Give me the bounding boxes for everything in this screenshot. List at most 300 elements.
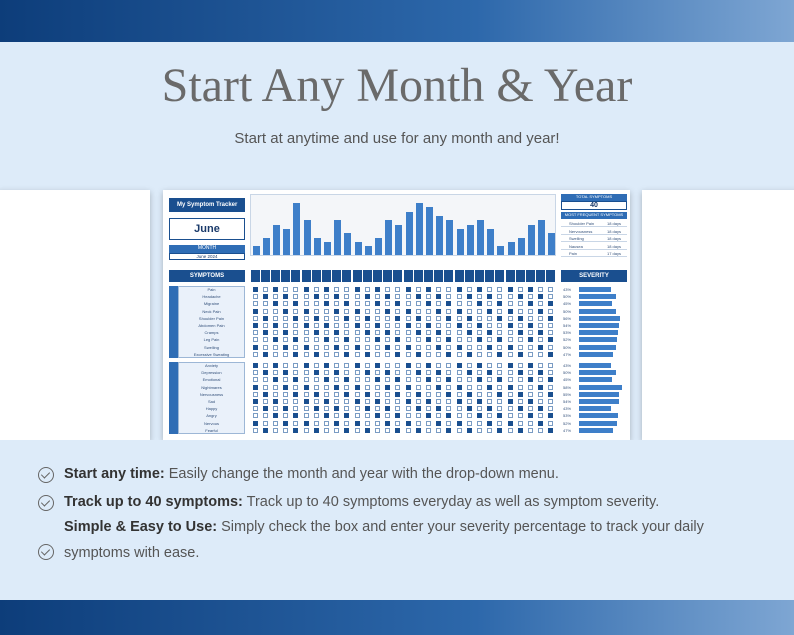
symptom-checkbox[interactable] <box>334 337 339 342</box>
symptom-checkbox[interactable] <box>375 421 380 426</box>
symptom-checkbox[interactable] <box>344 421 349 426</box>
symptom-checkbox[interactable] <box>314 377 319 382</box>
symptom-checkbox[interactable] <box>344 406 349 411</box>
symptom-checkbox[interactable] <box>548 287 553 292</box>
symptom-checkbox[interactable] <box>416 385 421 390</box>
symptom-checkbox[interactable] <box>508 323 513 328</box>
symptom-checkbox[interactable] <box>497 345 502 350</box>
symptom-checkbox[interactable] <box>263 385 268 390</box>
symptom-checkbox[interactable] <box>324 309 329 314</box>
symptom-checkbox[interactable] <box>395 352 400 357</box>
symptom-checkbox[interactable] <box>497 301 502 306</box>
symptom-checkbox[interactable] <box>273 345 278 350</box>
symptom-checkbox[interactable] <box>487 352 492 357</box>
symptom-checkbox[interactable] <box>446 413 451 418</box>
symptom-checkbox[interactable] <box>263 345 268 350</box>
symptom-checkbox[interactable] <box>548 399 553 404</box>
symptom-checkbox[interactable] <box>263 352 268 357</box>
symptom-checkbox[interactable] <box>365 330 370 335</box>
symptom-checkbox[interactable] <box>497 428 502 433</box>
symptom-checkbox[interactable] <box>385 385 390 390</box>
symptom-checkbox[interactable] <box>385 363 390 368</box>
symptom-checkbox[interactable] <box>446 392 451 397</box>
symptom-checkbox[interactable] <box>436 316 441 321</box>
symptom-checkbox[interactable] <box>436 309 441 314</box>
symptom-checkbox[interactable] <box>253 301 258 306</box>
symptom-checkbox[interactable] <box>528 428 533 433</box>
severity-value[interactable]: 54% <box>563 399 572 404</box>
symptom-checkbox[interactable] <box>273 421 278 426</box>
symptom-checkbox[interactable] <box>314 294 319 299</box>
symptom-checkbox[interactable] <box>416 316 421 321</box>
symptom-checkbox[interactable] <box>314 337 319 342</box>
symptom-checkbox[interactable] <box>518 345 523 350</box>
symptom-checkbox[interactable] <box>253 287 258 292</box>
symptom-checkbox[interactable] <box>253 377 258 382</box>
symptom-checkbox[interactable] <box>416 399 421 404</box>
symptom-checkbox[interactable] <box>293 392 298 397</box>
severity-value[interactable]: 47% <box>563 351 572 357</box>
symptom-checkbox[interactable] <box>518 406 523 411</box>
symptom-checkbox[interactable] <box>518 413 523 418</box>
symptom-checkbox[interactable] <box>416 392 421 397</box>
symptom-checkbox[interactable] <box>508 301 513 306</box>
symptom-checkbox[interactable] <box>406 392 411 397</box>
symptom-checkbox[interactable] <box>446 337 451 342</box>
symptom-checkbox[interactable] <box>508 363 513 368</box>
symptom-checkbox[interactable] <box>253 406 258 411</box>
symptom-checkbox[interactable] <box>426 294 431 299</box>
symptom-checkbox[interactable] <box>446 385 451 390</box>
symptom-checkbox[interactable] <box>395 363 400 368</box>
symptom-checkbox[interactable] <box>253 337 258 342</box>
symptom-checkbox[interactable] <box>487 385 492 390</box>
symptom-checkbox[interactable] <box>324 413 329 418</box>
symptom-checkbox[interactable] <box>314 330 319 335</box>
symptom-checkbox[interactable] <box>365 323 370 328</box>
symptom-checkbox[interactable] <box>457 330 462 335</box>
symptom-checkbox[interactable] <box>406 301 411 306</box>
symptom-checkbox[interactable] <box>416 345 421 350</box>
symptom-checkbox[interactable] <box>406 421 411 426</box>
symptom-checkbox[interactable] <box>497 392 502 397</box>
symptom-checkbox[interactable] <box>497 287 502 292</box>
symptom-checkbox[interactable] <box>355 413 360 418</box>
symptom-checkbox[interactable] <box>293 406 298 411</box>
symptom-checkbox[interactable] <box>344 330 349 335</box>
symptom-checkbox[interactable] <box>538 406 543 411</box>
symptom-checkbox[interactable] <box>457 413 462 418</box>
symptom-checkbox[interactable] <box>365 385 370 390</box>
symptom-checkbox[interactable] <box>497 363 502 368</box>
symptom-checkbox[interactable] <box>548 352 553 357</box>
symptom-checkbox[interactable] <box>446 294 451 299</box>
symptom-checkbox[interactable] <box>293 352 298 357</box>
symptom-checkbox[interactable] <box>457 421 462 426</box>
symptom-checkbox[interactable] <box>436 301 441 306</box>
symptom-checkbox[interactable] <box>406 345 411 350</box>
severity-value[interactable]: 56% <box>563 315 572 321</box>
severity-value[interactable]: 43% <box>563 363 572 368</box>
symptom-checkbox[interactable] <box>355 385 360 390</box>
symptom-checkbox[interactable] <box>253 370 258 375</box>
symptom-checkbox[interactable] <box>548 370 553 375</box>
symptom-checkbox[interactable] <box>528 294 533 299</box>
symptom-checkbox[interactable] <box>538 309 543 314</box>
symptom-checkbox[interactable] <box>436 377 441 382</box>
symptom-checkbox[interactable] <box>395 370 400 375</box>
symptom-checkbox[interactable] <box>477 316 482 321</box>
symptom-checkbox[interactable] <box>293 323 298 328</box>
symptom-checkbox[interactable] <box>304 406 309 411</box>
symptom-checkbox[interactable] <box>508 287 513 292</box>
symptom-checkbox[interactable] <box>508 421 513 426</box>
symptom-checkbox[interactable] <box>253 413 258 418</box>
symptom-checkbox[interactable] <box>385 370 390 375</box>
symptom-checkbox[interactable] <box>263 316 268 321</box>
symptom-checkbox[interactable] <box>304 399 309 404</box>
symptom-checkbox[interactable] <box>487 330 492 335</box>
symptom-checkbox[interactable] <box>406 323 411 328</box>
symptom-checkbox[interactable] <box>344 363 349 368</box>
symptom-checkbox[interactable] <box>324 316 329 321</box>
symptom-checkbox[interactable] <box>395 294 400 299</box>
symptom-checkbox[interactable] <box>283 392 288 397</box>
symptom-checkbox[interactable] <box>426 399 431 404</box>
symptom-checkbox[interactable] <box>273 392 278 397</box>
symptom-checkbox[interactable] <box>436 406 441 411</box>
symptom-checkbox[interactable] <box>497 323 502 328</box>
symptom-checkbox[interactable] <box>395 287 400 292</box>
symptom-checkbox[interactable] <box>344 323 349 328</box>
symptom-checkbox[interactable] <box>477 309 482 314</box>
symptom-checkbox[interactable] <box>508 330 513 335</box>
symptom-checkbox[interactable] <box>293 294 298 299</box>
symptom-checkbox[interactable] <box>538 392 543 397</box>
symptom-checkbox[interactable] <box>344 352 349 357</box>
symptom-checkbox[interactable] <box>467 421 472 426</box>
symptom-checkbox[interactable] <box>365 399 370 404</box>
symptom-checkbox[interactable] <box>324 323 329 328</box>
symptom-checkbox[interactable] <box>426 337 431 342</box>
symptom-checkbox[interactable] <box>324 352 329 357</box>
symptom-checkbox[interactable] <box>283 294 288 299</box>
symptom-checkbox[interactable] <box>395 330 400 335</box>
symptom-checkbox[interactable] <box>538 399 543 404</box>
symptom-checkbox[interactable] <box>324 385 329 390</box>
symptom-checkbox[interactable] <box>426 385 431 390</box>
symptom-checkbox[interactable] <box>395 377 400 382</box>
symptom-checkbox[interactable] <box>518 385 523 390</box>
symptom-checkbox[interactable] <box>395 316 400 321</box>
symptom-checkbox[interactable] <box>293 337 298 342</box>
symptom-checkbox[interactable] <box>365 345 370 350</box>
symptom-checkbox[interactable] <box>375 428 380 433</box>
symptom-checkbox[interactable] <box>457 385 462 390</box>
symptom-checkbox[interactable] <box>406 294 411 299</box>
symptom-checkbox[interactable] <box>497 377 502 382</box>
symptom-checkbox[interactable] <box>324 377 329 382</box>
symptom-checkbox[interactable] <box>253 399 258 404</box>
severity-value[interactable]: 53% <box>563 330 572 336</box>
symptom-checkbox[interactable] <box>365 421 370 426</box>
symptom-checkbox[interactable] <box>395 399 400 404</box>
symptom-checkbox[interactable] <box>446 406 451 411</box>
symptom-checkbox[interactable] <box>518 377 523 382</box>
symptom-checkbox[interactable] <box>548 301 553 306</box>
symptom-checkbox[interactable] <box>467 309 472 314</box>
symptom-checkbox[interactable] <box>497 413 502 418</box>
symptom-checkbox[interactable] <box>528 392 533 397</box>
symptom-checkbox[interactable] <box>365 352 370 357</box>
symptom-checkbox[interactable] <box>497 421 502 426</box>
symptom-checkbox[interactable] <box>293 377 298 382</box>
symptom-checkbox[interactable] <box>426 330 431 335</box>
symptom-checkbox[interactable] <box>355 316 360 321</box>
symptom-checkbox[interactable] <box>283 330 288 335</box>
symptom-checkbox[interactable] <box>538 294 543 299</box>
symptom-checkbox[interactable] <box>355 363 360 368</box>
symptom-checkbox[interactable] <box>273 377 278 382</box>
symptom-checkbox[interactable] <box>263 377 268 382</box>
symptom-checkbox[interactable] <box>457 316 462 321</box>
symptom-checkbox[interactable] <box>334 309 339 314</box>
symptom-checkbox[interactable] <box>538 337 543 342</box>
symptom-checkbox[interactable] <box>375 287 380 292</box>
symptom-checkbox[interactable] <box>528 406 533 411</box>
symptom-checkbox[interactable] <box>477 399 482 404</box>
symptom-checkbox[interactable] <box>487 406 492 411</box>
symptom-checkbox[interactable] <box>273 363 278 368</box>
symptom-checkbox[interactable] <box>416 287 421 292</box>
symptom-checkbox[interactable] <box>385 330 390 335</box>
symptom-checkbox[interactable] <box>467 330 472 335</box>
symptom-checkbox[interactable] <box>283 352 288 357</box>
symptom-checkbox[interactable] <box>314 316 319 321</box>
symptom-checkbox[interactable] <box>314 421 319 426</box>
severity-value[interactable]: 54% <box>563 323 572 328</box>
symptom-checkbox[interactable] <box>334 345 339 350</box>
symptom-checkbox[interactable] <box>293 428 298 433</box>
symptom-checkbox[interactable] <box>253 421 258 426</box>
symptom-checkbox[interactable] <box>344 287 349 292</box>
symptom-checkbox[interactable] <box>355 330 360 335</box>
symptom-checkbox[interactable] <box>436 352 441 357</box>
symptom-checkbox[interactable] <box>344 316 349 321</box>
symptom-checkbox[interactable] <box>375 377 380 382</box>
symptom-checkbox[interactable] <box>365 377 370 382</box>
symptom-checkbox[interactable] <box>395 428 400 433</box>
symptom-checkbox[interactable] <box>385 345 390 350</box>
symptom-checkbox[interactable] <box>314 309 319 314</box>
symptom-checkbox[interactable] <box>518 301 523 306</box>
symptom-checkbox[interactable] <box>467 406 472 411</box>
symptom-checkbox[interactable] <box>365 316 370 321</box>
symptom-checkbox[interactable] <box>518 294 523 299</box>
symptom-checkbox[interactable] <box>253 352 258 357</box>
symptom-checkbox[interactable] <box>487 301 492 306</box>
symptom-checkbox[interactable] <box>548 363 553 368</box>
symptom-checkbox[interactable] <box>528 316 533 321</box>
symptom-checkbox[interactable] <box>528 399 533 404</box>
symptom-checkbox[interactable] <box>426 323 431 328</box>
symptom-checkbox[interactable] <box>355 345 360 350</box>
symptom-checkbox[interactable] <box>304 337 309 342</box>
symptom-checkbox[interactable] <box>416 323 421 328</box>
symptom-checkbox[interactable] <box>344 399 349 404</box>
symptom-checkbox[interactable] <box>293 309 298 314</box>
symptom-checkbox[interactable] <box>436 330 441 335</box>
symptom-checkbox[interactable] <box>355 337 360 342</box>
symptom-checkbox[interactable] <box>538 330 543 335</box>
symptom-checkbox[interactable] <box>538 287 543 292</box>
symptom-checkbox[interactable] <box>375 406 380 411</box>
symptom-checkbox[interactable] <box>436 287 441 292</box>
symptom-checkbox[interactable] <box>538 345 543 350</box>
symptom-checkbox[interactable] <box>446 323 451 328</box>
symptom-checkbox[interactable] <box>273 294 278 299</box>
symptom-checkbox[interactable] <box>487 377 492 382</box>
symptom-checkbox[interactable] <box>385 399 390 404</box>
symptom-checkbox[interactable] <box>334 301 339 306</box>
symptom-checkbox[interactable] <box>395 421 400 426</box>
symptom-checkbox[interactable] <box>528 413 533 418</box>
symptom-checkbox[interactable] <box>416 294 421 299</box>
symptom-checkbox[interactable] <box>263 406 268 411</box>
symptom-checkbox[interactable] <box>334 294 339 299</box>
symptom-checkbox[interactable] <box>436 399 441 404</box>
symptom-checkbox[interactable] <box>497 330 502 335</box>
symptom-checkbox[interactable] <box>375 392 380 397</box>
symptom-checkbox[interactable] <box>253 316 258 321</box>
symptom-checkbox[interactable] <box>436 323 441 328</box>
symptom-checkbox[interactable] <box>497 399 502 404</box>
symptom-checkbox[interactable] <box>283 323 288 328</box>
symptom-checkbox[interactable] <box>538 421 543 426</box>
symptom-checkbox[interactable] <box>324 363 329 368</box>
symptom-checkbox[interactable] <box>385 421 390 426</box>
symptom-checkbox[interactable] <box>518 287 523 292</box>
symptom-checkbox[interactable] <box>395 301 400 306</box>
symptom-checkbox[interactable] <box>273 385 278 390</box>
symptom-checkbox[interactable] <box>477 428 482 433</box>
symptom-checkbox[interactable] <box>446 301 451 306</box>
symptom-checkbox[interactable] <box>283 345 288 350</box>
symptom-checkbox[interactable] <box>508 428 513 433</box>
symptom-checkbox[interactable] <box>304 377 309 382</box>
symptom-checkbox[interactable] <box>548 316 553 321</box>
severity-value[interactable]: 52% <box>563 337 572 343</box>
symptom-checkbox[interactable] <box>477 421 482 426</box>
symptom-checkbox[interactable] <box>293 399 298 404</box>
symptom-checkbox[interactable] <box>283 370 288 375</box>
symptom-checkbox[interactable] <box>518 363 523 368</box>
symptom-checkbox[interactable] <box>334 316 339 321</box>
symptom-checkbox[interactable] <box>426 287 431 292</box>
symptom-checkbox[interactable] <box>263 337 268 342</box>
symptom-checkbox[interactable] <box>477 385 482 390</box>
symptom-checkbox[interactable] <box>457 399 462 404</box>
symptom-checkbox[interactable] <box>355 323 360 328</box>
symptom-checkbox[interactable] <box>518 399 523 404</box>
severity-value[interactable]: 58% <box>563 384 572 390</box>
symptom-checkbox[interactable] <box>497 337 502 342</box>
symptom-checkbox[interactable] <box>497 316 502 321</box>
symptom-checkbox[interactable] <box>508 294 513 299</box>
symptom-checkbox[interactable] <box>293 421 298 426</box>
symptom-checkbox[interactable] <box>273 287 278 292</box>
symptom-checkbox[interactable] <box>467 377 472 382</box>
symptom-checkbox[interactable] <box>426 428 431 433</box>
symptom-checkbox[interactable] <box>528 301 533 306</box>
symptom-checkbox[interactable] <box>477 323 482 328</box>
symptom-checkbox[interactable] <box>457 377 462 382</box>
symptom-checkbox[interactable] <box>344 301 349 306</box>
symptom-checkbox[interactable] <box>283 309 288 314</box>
severity-value[interactable]: 47% <box>563 427 572 433</box>
symptom-checkbox[interactable] <box>304 370 309 375</box>
symptom-checkbox[interactable] <box>528 345 533 350</box>
symptom-checkbox[interactable] <box>395 323 400 328</box>
symptom-checkbox[interactable] <box>375 316 380 321</box>
symptom-checkbox[interactable] <box>334 330 339 335</box>
symptom-checkbox[interactable] <box>518 323 523 328</box>
symptom-checkbox[interactable] <box>385 301 390 306</box>
symptom-checkbox[interactable] <box>406 413 411 418</box>
symptom-checkbox[interactable] <box>314 385 319 390</box>
symptom-checkbox[interactable] <box>467 294 472 299</box>
symptom-checkbox[interactable] <box>253 363 258 368</box>
symptom-checkbox[interactable] <box>446 370 451 375</box>
symptom-checkbox[interactable] <box>293 316 298 321</box>
symptom-checkbox[interactable] <box>446 309 451 314</box>
symptom-checkbox[interactable] <box>457 345 462 350</box>
symptom-checkbox[interactable] <box>273 337 278 342</box>
symptom-checkbox[interactable] <box>263 301 268 306</box>
symptom-checkbox[interactable] <box>457 294 462 299</box>
symptom-checkbox[interactable] <box>334 406 339 411</box>
symptom-checkbox[interactable] <box>528 287 533 292</box>
symptom-checkbox[interactable] <box>406 330 411 335</box>
symptom-checkbox[interactable] <box>385 413 390 418</box>
symptom-checkbox[interactable] <box>273 323 278 328</box>
symptom-checkbox[interactable] <box>528 309 533 314</box>
symptom-checkbox[interactable] <box>334 363 339 368</box>
symptom-checkbox[interactable] <box>273 370 278 375</box>
symptom-checkbox[interactable] <box>446 421 451 426</box>
symptom-checkbox[interactable] <box>263 392 268 397</box>
symptom-checkbox[interactable] <box>477 413 482 418</box>
symptom-checkbox[interactable] <box>508 385 513 390</box>
symptom-checkbox[interactable] <box>375 301 380 306</box>
symptom-checkbox[interactable] <box>385 428 390 433</box>
symptom-checkbox[interactable] <box>487 413 492 418</box>
symptom-checkbox[interactable] <box>518 352 523 357</box>
symptom-checkbox[interactable] <box>518 330 523 335</box>
symptom-checkbox[interactable] <box>283 377 288 382</box>
symptom-checkbox[interactable] <box>548 385 553 390</box>
symptom-checkbox[interactable] <box>334 399 339 404</box>
symptom-checkbox[interactable] <box>477 352 482 357</box>
symptom-checkbox[interactable] <box>375 352 380 357</box>
symptom-checkbox[interactable] <box>548 337 553 342</box>
symptom-checkbox[interactable] <box>538 316 543 321</box>
symptom-checkbox[interactable] <box>446 287 451 292</box>
symptom-checkbox[interactable] <box>426 392 431 397</box>
symptom-checkbox[interactable] <box>457 323 462 328</box>
symptom-checkbox[interactable] <box>426 352 431 357</box>
symptom-checkbox[interactable] <box>518 337 523 342</box>
